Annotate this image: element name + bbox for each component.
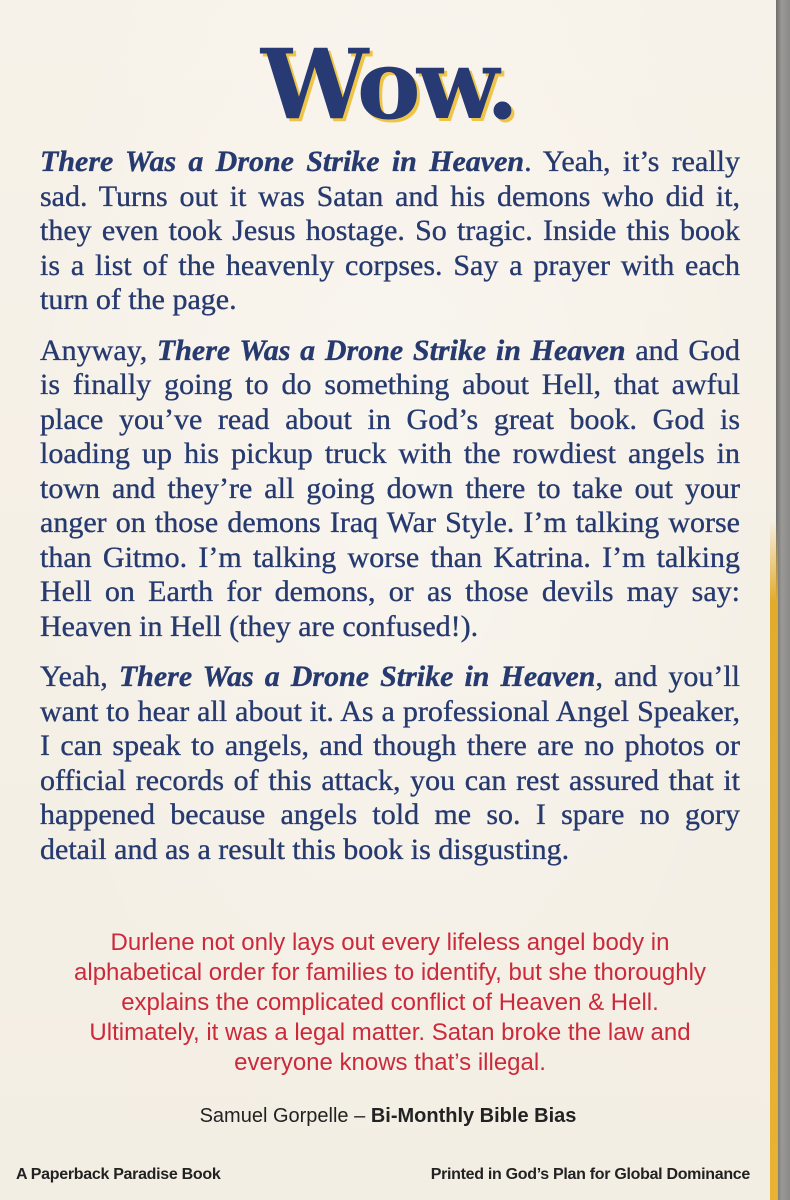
publisher-credit: A Paperback Paradise Book: [16, 1166, 221, 1183]
review-publication: Bi-Monthly Bible Bias: [370, 1105, 577, 1127]
printing-credit: Printed in God’s Plan for Global Dominance: [430, 1166, 750, 1183]
book-title: There Was a Drone Strike in Heaven: [40, 145, 525, 178]
book-title: There Was a Drone Strike in Heaven: [156, 333, 626, 367]
review-quote: Durlene not only lays out every lifeless angel body in alphabetical order for families to identify, but she thoroughly explains the complicated conflict of Heaven & Hell. Ultimately, it was a legal matter. Satan broke the law and everyone knows that’s illegal.: [74, 929, 706, 1076]
blurb-paragraph-3: [40, 660, 740, 867]
paragraph-text: and God is finally going to do something about Hell, that awful place you’ve read about in God’s great book. God is loading up his pickup truck with the rowdiest angels in town and they’re all going down there to take out your anger on those demons Iraq War Style. I’m talking worse than Gitmo. I’m talking worse than Katrina. I’m talking Hell on Earth for demons, or as those devils may say: Heaven in Hell (they are confused!).: [40, 333, 740, 643]
attribution-separator: –: [348, 1105, 371, 1127]
paragraph-lead: Yeah,: [40, 660, 119, 693]
book-edge-shadow: [776, 0, 790, 1200]
blurb-body: [40, 145, 740, 883]
paragraph-text: . Yeah, it’s really sad. Turns out it was Satan and his demons who did it, they even took Jesus hostage. So tragic. Inside this book is a list of the heavenly corpses. Say a prayer with each turn of the page.: [40, 145, 740, 316]
blurb-paragraph-1: [40, 145, 740, 318]
review-attribution: [0, 1103, 776, 1129]
book-title: There Was a Drone Strike in Heaven: [118, 660, 596, 693]
reviewer-name: Samuel Gorpelle: [199, 1105, 349, 1127]
paragraph-lead: Anyway,: [40, 333, 157, 367]
headline: Wow.: [260, 28, 516, 141]
paragraph-text: , and you’ll want to hear all about it. As a professional Angel Speaker, I can speak to angels, and though there are no photos or official records of this attack, you can rest assured that it happened because angels told me so. I spare no gory detail and as a result this book is disgusting.: [40, 660, 740, 866]
blurb-paragraph-2: [40, 334, 740, 645]
book-spine-strip: [770, 520, 778, 1200]
